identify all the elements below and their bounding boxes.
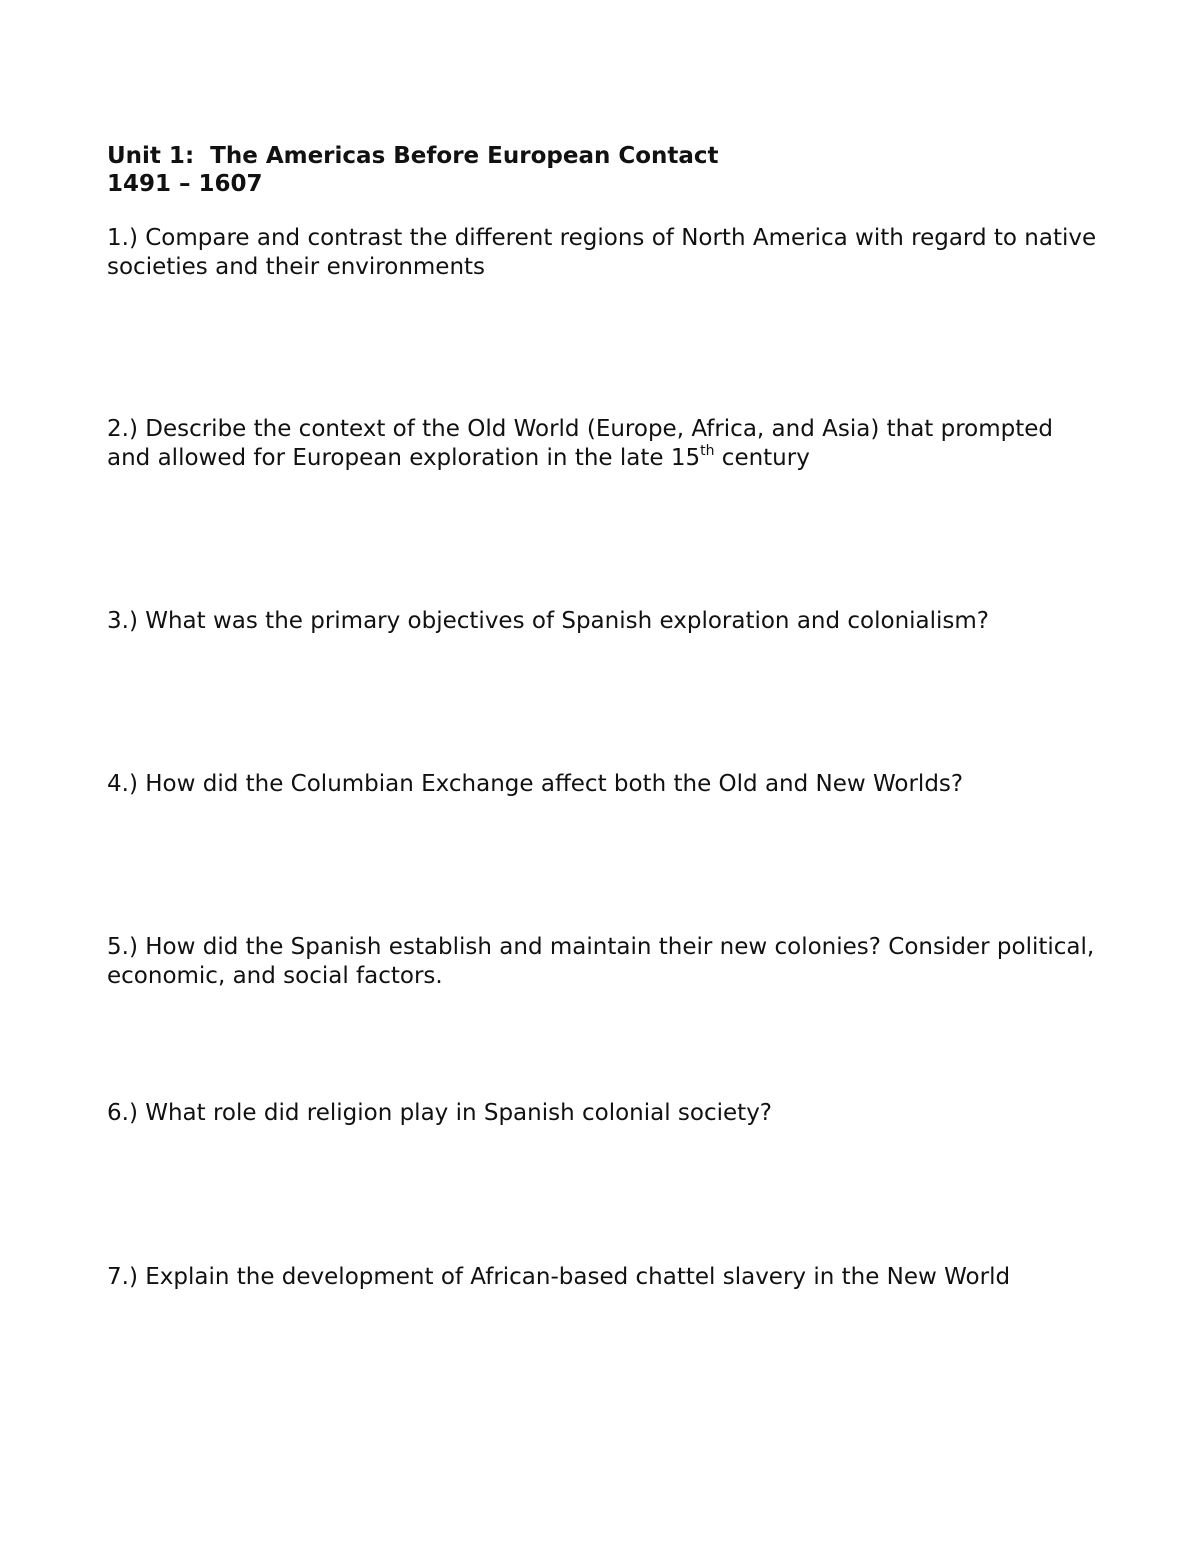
question-1: 1.) Compare and contrast the different regions of North America with regard to native societies and their environments xyxy=(107,225,1097,280)
unit-title: Unit 1: The Americas Before European Contact xyxy=(107,143,719,169)
question-4: 4.) How did the Columbian Exchange affect both the Old and New Worlds? xyxy=(107,771,964,797)
question-7: 7.) Explain the development of African-based chattel slavery in the New World xyxy=(107,1264,1011,1290)
ordinal-suffix: th xyxy=(700,442,715,459)
document-header xyxy=(107,142,719,198)
question-5: 5.) How did the Spanish establish and maintain their new colonies? Consider political, economic, and social factors. xyxy=(107,934,1095,989)
question-6: 6.) What role did religion play in Spanish colonial society? xyxy=(107,1100,773,1126)
question-2-text-end: century xyxy=(714,444,810,471)
question-2 xyxy=(107,415,1097,472)
question-2-text: 2.) Describe the context of the Old World (Europe, Africa, and Asia) that prompted and allowed for European exploration in the late 15 xyxy=(107,416,1054,471)
date-range: 1491 – 1607 xyxy=(107,171,263,197)
question-3: 3.) What was the primary objectives of Spanish exploration and colonialism? xyxy=(107,608,990,634)
